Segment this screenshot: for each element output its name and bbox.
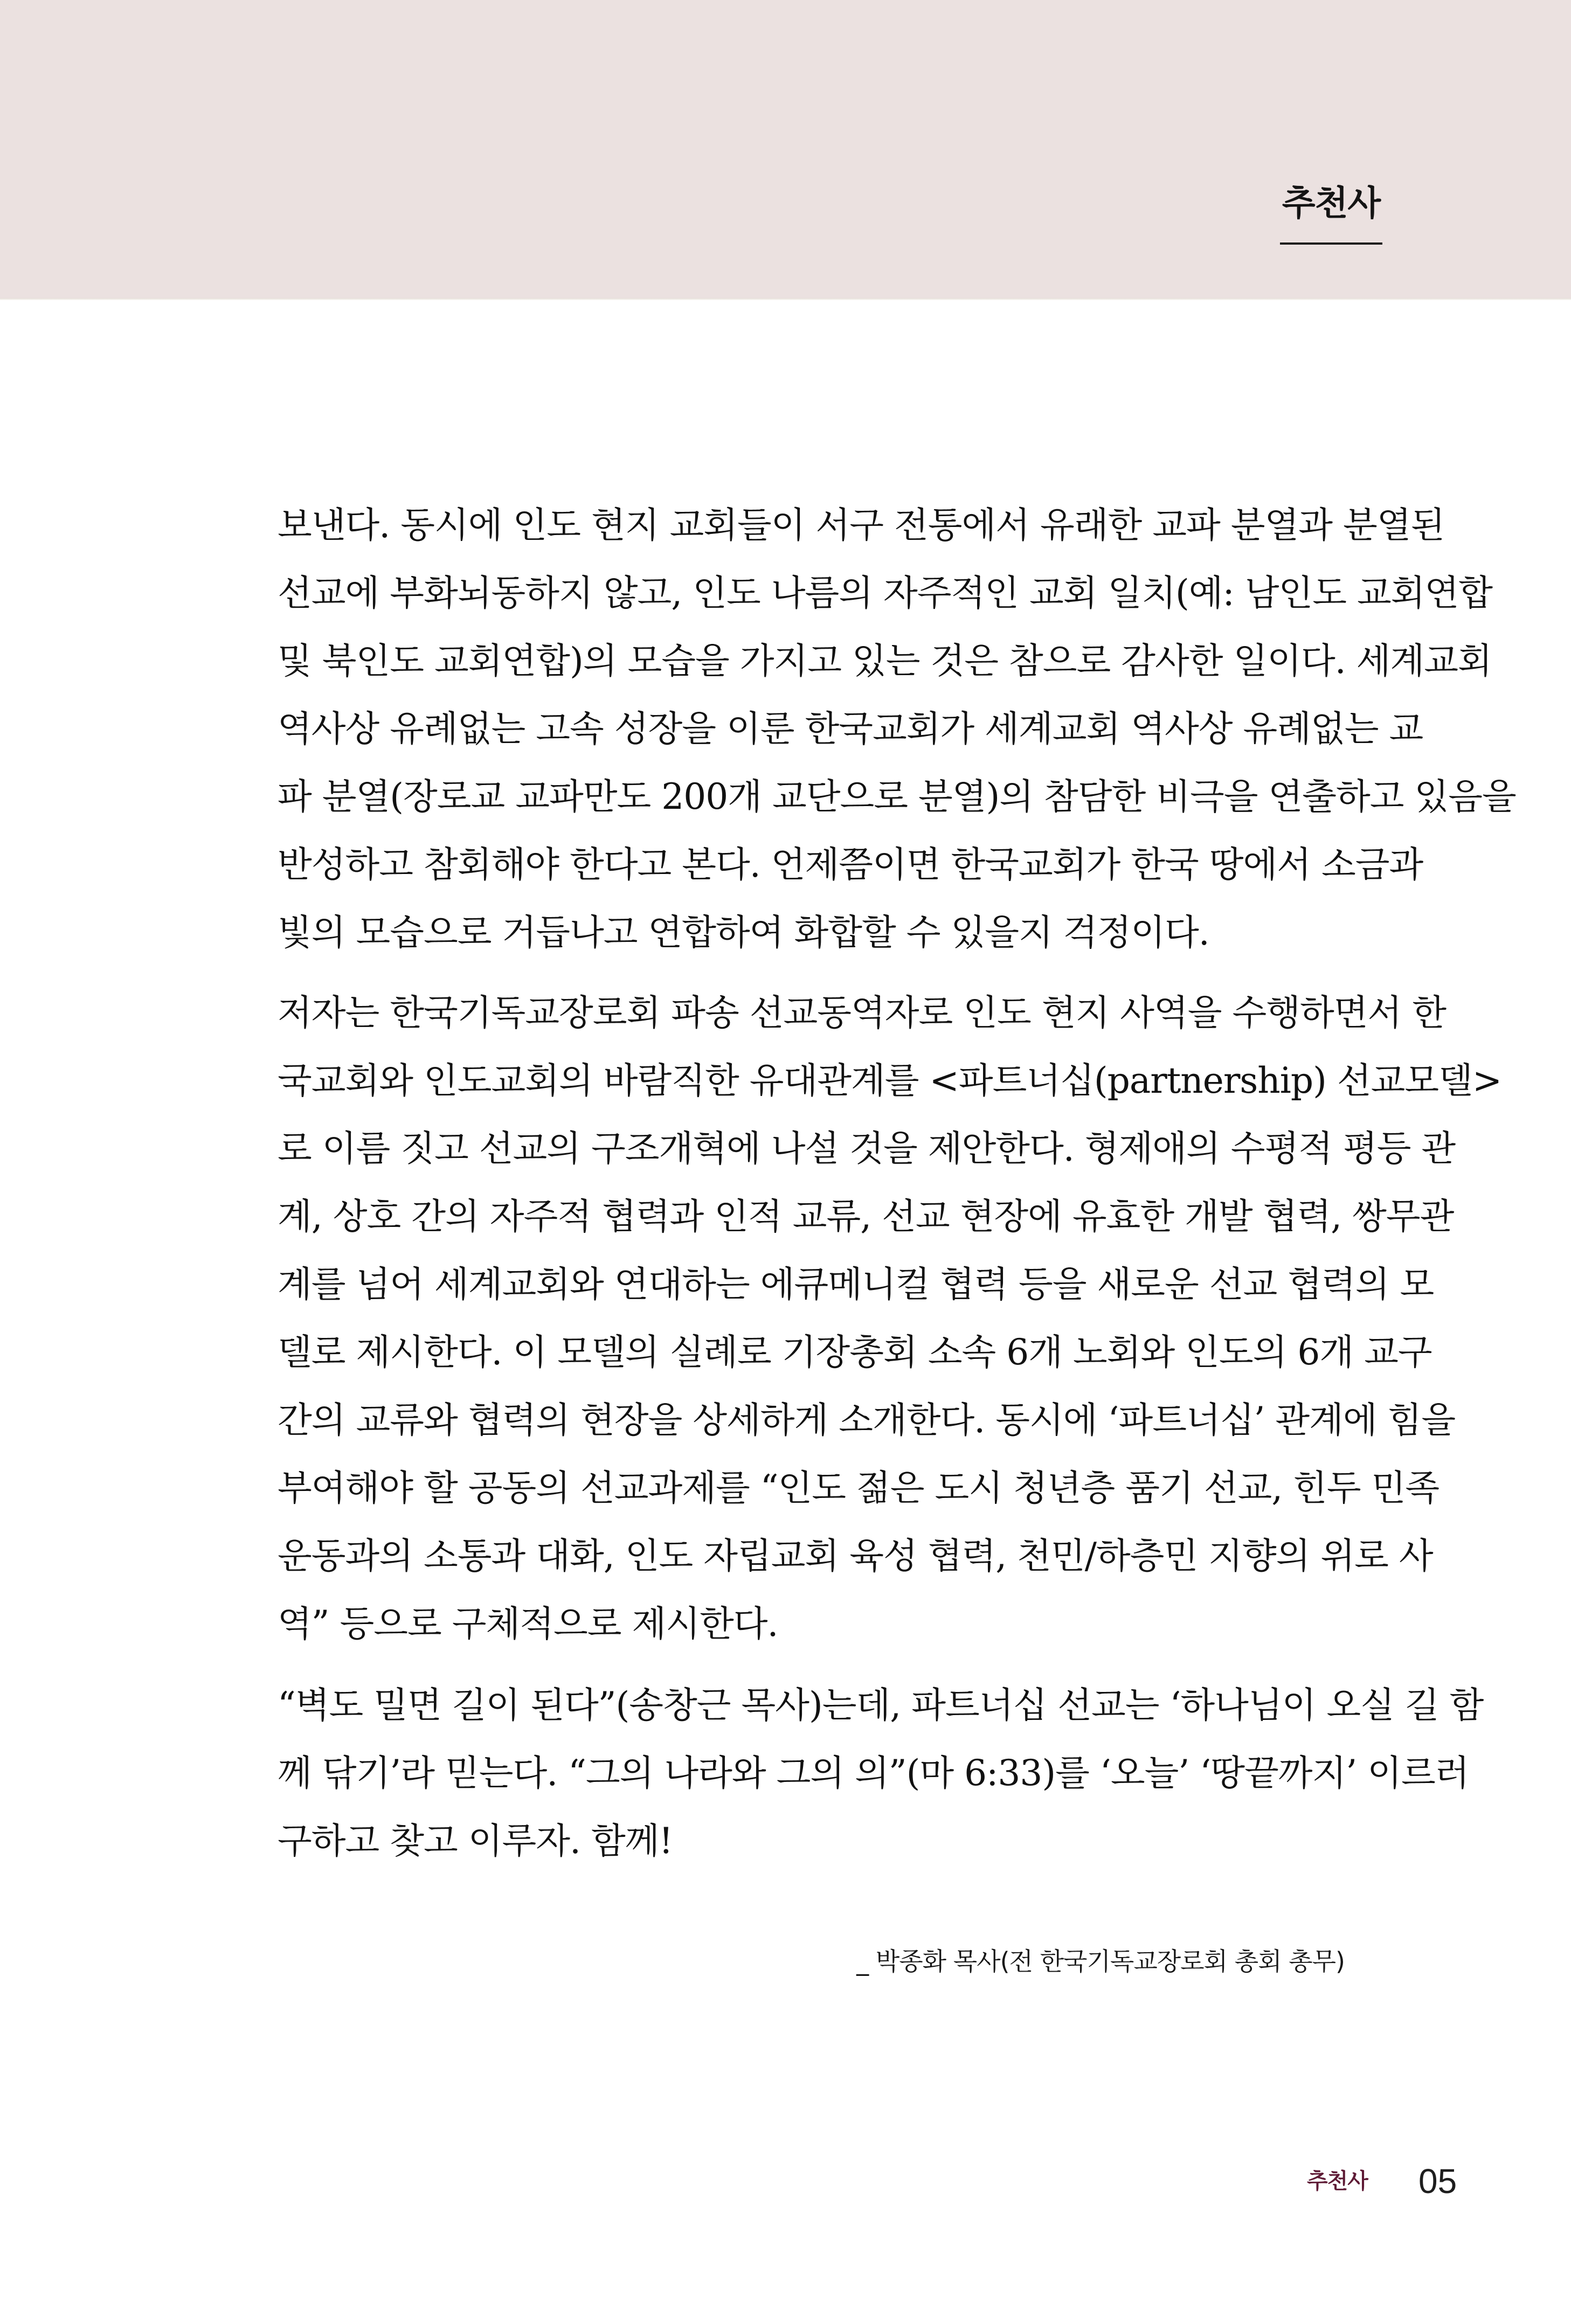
page-number: 05: [1418, 2162, 1457, 2201]
paragraph-2: [278, 979, 1502, 1658]
text-line: 로 이름 짓고 선교의 구조개혁에 나설 것을 제안한다. 형제애의 수평적 평등 관: [278, 1128, 1456, 1169]
text-line: 국교회와 인도교회의 바람직한 유대관계를 <파트너십(partnership) 선교모델>: [278, 1060, 1502, 1101]
text-line: 계, 상호 간의 자주적 협력과 인적 교류, 선교 현장에 유효한 개발 협력, 쌍무관: [278, 1196, 1454, 1237]
text-line: 역사상 유례없는 고속 성장을 이룬 한국교회가 세계교회 역사상 유례없는 교: [278, 708, 1423, 750]
text-line: 보낸다. 동시에 인도 현지 교회들이 서구 전통에서 유래한 교파 분열과 분열된: [278, 504, 1445, 546]
text-line: 께 닦기’라 믿는다. “그의 나라와 그의 의”(마 6:33)를 ‘오늘’ ‘땅끝까지’ 이르러: [278, 1752, 1469, 1794]
text-line: 간의 교류와 협력의 현장을 상세하게 소개한다. 동시에 ‘파트너십’ 관계에 힘을: [278, 1399, 1456, 1441]
text-line: 파 분열(장로교 교파만도 200개 교단으로 분열)의 참담한 비극을 연출하고 있음을: [278, 776, 1516, 817]
text-line: 선교에 부화뇌동하지 않고, 인도 나름의 자주적인 교회 일치(예: 남인도 교회연합: [278, 572, 1492, 614]
author-signature: _ 박종화 목사(전 한국기독교장로회 총회 총무): [856, 1947, 1345, 1976]
text-line: 델로 제시한다. 이 모델의 실례로 기장총회 소속 6개 노회와 인도의 6개 교구: [278, 1331, 1432, 1373]
text-line: 빛의 모습으로 거듭나고 연합하여 화합할 수 있을지 걱정이다.: [278, 912, 1209, 953]
header-band: [0, 0, 1571, 298]
text-line: 반성하고 참회해야 한다고 본다. 언제쯤이면 한국교회가 한국 땅에서 소금과: [278, 844, 1423, 885]
paragraph-1: [278, 491, 1516, 967]
text-line: 계를 넘어 세계교회와 연대하는 에큐메니컬 협력 등을 새로운 선교 협력의 모: [278, 1264, 1434, 1305]
paragraph-3: [278, 1671, 1484, 1875]
text-line: 및 북인도 교회연합)의 모습을 가지고 있는 것은 참으로 감사한 일이다. 세계교회: [278, 640, 1492, 682]
section-title-underline: [1280, 242, 1382, 245]
text-line: 역” 등으로 구체적으로 제시한다.: [278, 1603, 778, 1645]
text-line: 저자는 한국기독교장로회 파송 선교동역자로 인도 현지 사역을 수행하면서 한: [278, 992, 1447, 1033]
text-line: 구하고 찾고 이루자. 함께!: [278, 1820, 673, 1862]
text-line: 부여해야 할 공동의 선교과제를 “인도 젊은 도시 청년층 품기 선교, 힌두 민족: [278, 1467, 1439, 1509]
text-line: 운동과의 소통과 대화, 인도 자립교회 육성 협력, 천민/하층민 지향의 위로 사: [278, 1535, 1433, 1577]
footer-section-label: 추천사: [1307, 2169, 1368, 2194]
section-title: 추천사: [1282, 184, 1381, 224]
text-line: “벽도 밀면 길이 된다”(송창근 목사)는데, 파트너십 선교는 ‘하나님이 오실 길 함: [278, 1684, 1484, 1726]
